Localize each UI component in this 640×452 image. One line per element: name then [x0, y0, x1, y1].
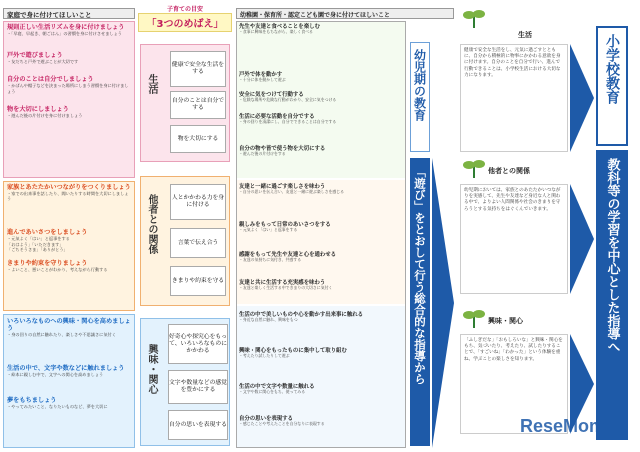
list-item: 夢をもちましょう ・やってみたいこと、なりたいものなど、夢を大切に: [7, 397, 108, 410]
watermark-logo: ReseMom: [520, 416, 606, 436]
early-education-title: 幼児期の教育: [412, 49, 427, 121]
elementary-title-box: [596, 26, 628, 146]
goal-item: 自分のことは自分でする: [170, 91, 226, 119]
section-label: 興味・関心: [488, 317, 523, 325]
pink-list: [7, 24, 131, 118]
list-item: 自分の物や皆で使う物を大切にする ・遊んだ後の片付けをする: [239, 146, 326, 157]
list-item: いろいろなものへの興味・関心を高めましょう ・身の回りの自然に触れたり、楽しさや不思議さに気付く: [7, 318, 131, 337]
list-item: 生活の中で美しいものや心を動かす出来事に触れる ・身近な自然に触れ、興味をもつ: [239, 312, 363, 323]
early-education-box: [410, 42, 430, 152]
section-text: 「ふしぎだな」「おもしろいな」と興味・関心をもち、気づいたり、考えたり、試したりすることで、「すごいね」「わかった」という体験を重ね、学ぶことの楽しさを知ります。: [460, 334, 568, 434]
goal-item: 文字や数量などの感覚を豊かにする: [168, 370, 228, 404]
goal-item: 健康で安全な生活をする: [170, 51, 226, 87]
section-label: 生活: [518, 31, 532, 39]
arrow-right-icon: [570, 184, 594, 294]
arrow-right-icon: [432, 158, 454, 448]
list-item: 感謝をもって先生や友達と心を通わせる ・友達の気持ちに気付き、共感する: [239, 252, 337, 263]
right-column: [458, 4, 638, 448]
category-label: 他者との関係: [146, 194, 157, 254]
list-item: 家族とあたたかいつながりをつくりましょう ・家での出来事を話したり、聞いたりする時間を大切にしましょう: [7, 184, 131, 202]
list-item: きまりや約束を守りましょう ・よいこと、悪いことがわかり、考えながら行動する: [7, 260, 108, 273]
play-guidance-title: 「遊び」をとおして行う総合的な指導から: [413, 166, 427, 385]
list-item: 自分のことは自分でしましょう ・かばんや帽子などを決まった場所にしまう習慣を身に付けましょう: [7, 76, 129, 94]
section-label: 他者との関係: [488, 167, 530, 175]
subject-learning-box: [596, 150, 628, 440]
sprout-icon: [463, 6, 485, 28]
section-text: 健康で安全な生活をし、元気に過ごすとともに、自分から積極的に物事にかかわる意欲を身に付けます。自分のことを自分で行い、進んで行動できることは、小学校生活における大切な力になります。: [460, 44, 568, 152]
middle-column: [236, 8, 454, 448]
goals-title: 「3つのめばえ」: [138, 13, 232, 32]
goal-item: 人とかかわる力を身に付ける: [170, 184, 226, 220]
list-item: 物を大切にしましょう ・遊んだ後の片付けを身に付けましょう: [7, 105, 83, 118]
list-item: 戸外で体を動かす ・十分に体を動かして遊ぶ: [239, 72, 286, 83]
goal-item: 物を大切にする: [170, 125, 226, 153]
goal-item: 好奇心や探究心をもって、いろいろなものにかかわる: [168, 324, 228, 364]
blue-list: [7, 318, 131, 410]
list-item: 生活の中で、文字や数などに触れましょう ・絵本に親しむ中で、文字への関心を高めましょう: [7, 365, 125, 378]
goals-subtitle: 子育ての目安: [166, 6, 203, 13]
goal-item: きまりや約束を守る: [170, 266, 226, 296]
sprout-icon: [463, 306, 485, 328]
goals-column: [138, 4, 232, 448]
list-item: 生活に必要な活動を自分でする ・身の回りを清潔にし、自分でできることは自分でする: [239, 114, 337, 125]
list-item: 進んであいさつをしましょう ・元気よく「はい」と返事をする 「おはよう」「いただきます」 「ごちそうさま」「ありがとう」: [7, 229, 88, 252]
subject-learning-title: 教科等の学習を中心とした指導へ: [604, 158, 620, 353]
list-item: 先生や友達と食べることを楽しむ ・食事に興味をもちながら、楽しく食べる: [239, 24, 320, 35]
goal-item: 言葉で伝え合う: [170, 228, 226, 258]
list-item: 友達と一緒に過ごす楽しさを味わう ・自分の思いを伝え合い、友達と一緒に遊ぶ楽しさを感じる: [239, 184, 345, 195]
middle-header: 幼稚園・保育所・認定こども園で身に付けてほしいこと: [236, 8, 454, 19]
middle-content: [236, 21, 406, 448]
orange-list: [7, 184, 131, 272]
list-item: 生活の中で文字や数量に触れる ・文字や数に関心をもち、使ってみる: [239, 384, 315, 395]
list-item: 親しみをもって日常のあいさつをする ・元気よく「はい」と返事をする: [239, 222, 331, 233]
left-header: 家庭で身に付けてほしいこと: [3, 8, 135, 19]
elementary-title: 小学校教育: [604, 34, 620, 104]
list-item: 規則正しい生活リズムを身に付けましょう ・「早寝、早起き、朝ごはん」の習慣を身に付けさせましょう: [7, 24, 125, 36]
category-label: 生活: [146, 74, 157, 94]
section-text: 幼児期においては、家族とのあたたかいつながりを実感して、先生や友達など身近な人と関わる中で、よりよい人間関係や社会のきまりを守ろうとする気持ちをはぐくんでいきます。: [460, 184, 568, 294]
list-item: 戸外で遊びましょう ・友だちと戸外で遊ぶことが大切です: [7, 52, 79, 65]
list-item: 安全に気をつけて行動する ・危険な場所や危険な行動がわかり、安全に気をつける: [239, 92, 337, 103]
list-item: 興味・関心をもったものに集中して取り組む ・考えたり試したりして遊ぶ: [239, 348, 347, 359]
left-column: [3, 8, 135, 448]
goal-item: 自分の思いを表現する: [168, 410, 228, 440]
sprout-icon: [463, 156, 485, 178]
category-label: 興味・関心: [146, 344, 157, 394]
play-guidance-box: [410, 158, 430, 446]
list-item: 友達と共に生活する充実感を味わう ・友達と楽しく生活する中できまりの大切さに気付く: [239, 280, 333, 291]
list-item: 自分の思いを表現する ・感じたことや考えたことを自分なりに表現する: [239, 416, 325, 427]
arrow-right-icon: [570, 44, 594, 152]
